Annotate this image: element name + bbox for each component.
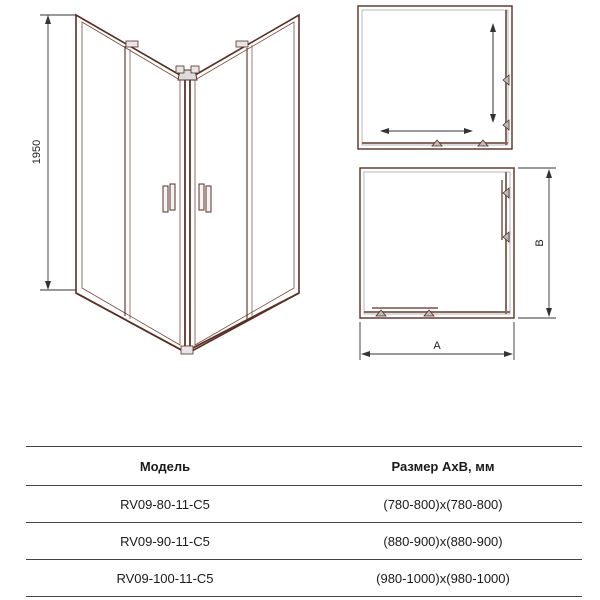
height-dimension-label: 1950 — [31, 139, 43, 165]
door-handle-left — [163, 184, 175, 212]
cell-model: RV09-80-11-C5 — [26, 486, 304, 523]
right-panel-inner-frame — [195, 22, 294, 345]
cell-size: (780-800)x(780-800) — [304, 486, 582, 523]
door-handle-right — [199, 184, 211, 212]
dimension-b-label: B — [534, 239, 546, 247]
cell-model: RV09-90-11-C5 — [26, 523, 304, 560]
table-header-row — [26, 447, 582, 486]
perspective-view — [76, 15, 299, 354]
header-size: Размер AxB, мм — [304, 447, 582, 486]
left-panel-inner-frame — [82, 22, 180, 345]
dimension-a-label: A — [433, 340, 441, 352]
roller-left — [126, 41, 138, 47]
height-dimension — [40, 15, 76, 290]
model-size-table — [26, 446, 582, 597]
cell-size: (880-900)x(880-900) — [304, 523, 582, 560]
door-movement-arrows — [380, 23, 496, 134]
cell-model: RV09-100-11-C5 — [26, 560, 304, 597]
roller-right — [236, 41, 248, 47]
plan-view-doors — [358, 6, 512, 149]
table-row — [26, 523, 582, 560]
table-row — [26, 560, 582, 597]
table-row — [26, 486, 582, 523]
header-model: Модель — [26, 447, 304, 486]
plan-view-dimensions — [360, 168, 514, 318]
cell-size: (980-1000)x(980-1000) — [304, 560, 582, 597]
